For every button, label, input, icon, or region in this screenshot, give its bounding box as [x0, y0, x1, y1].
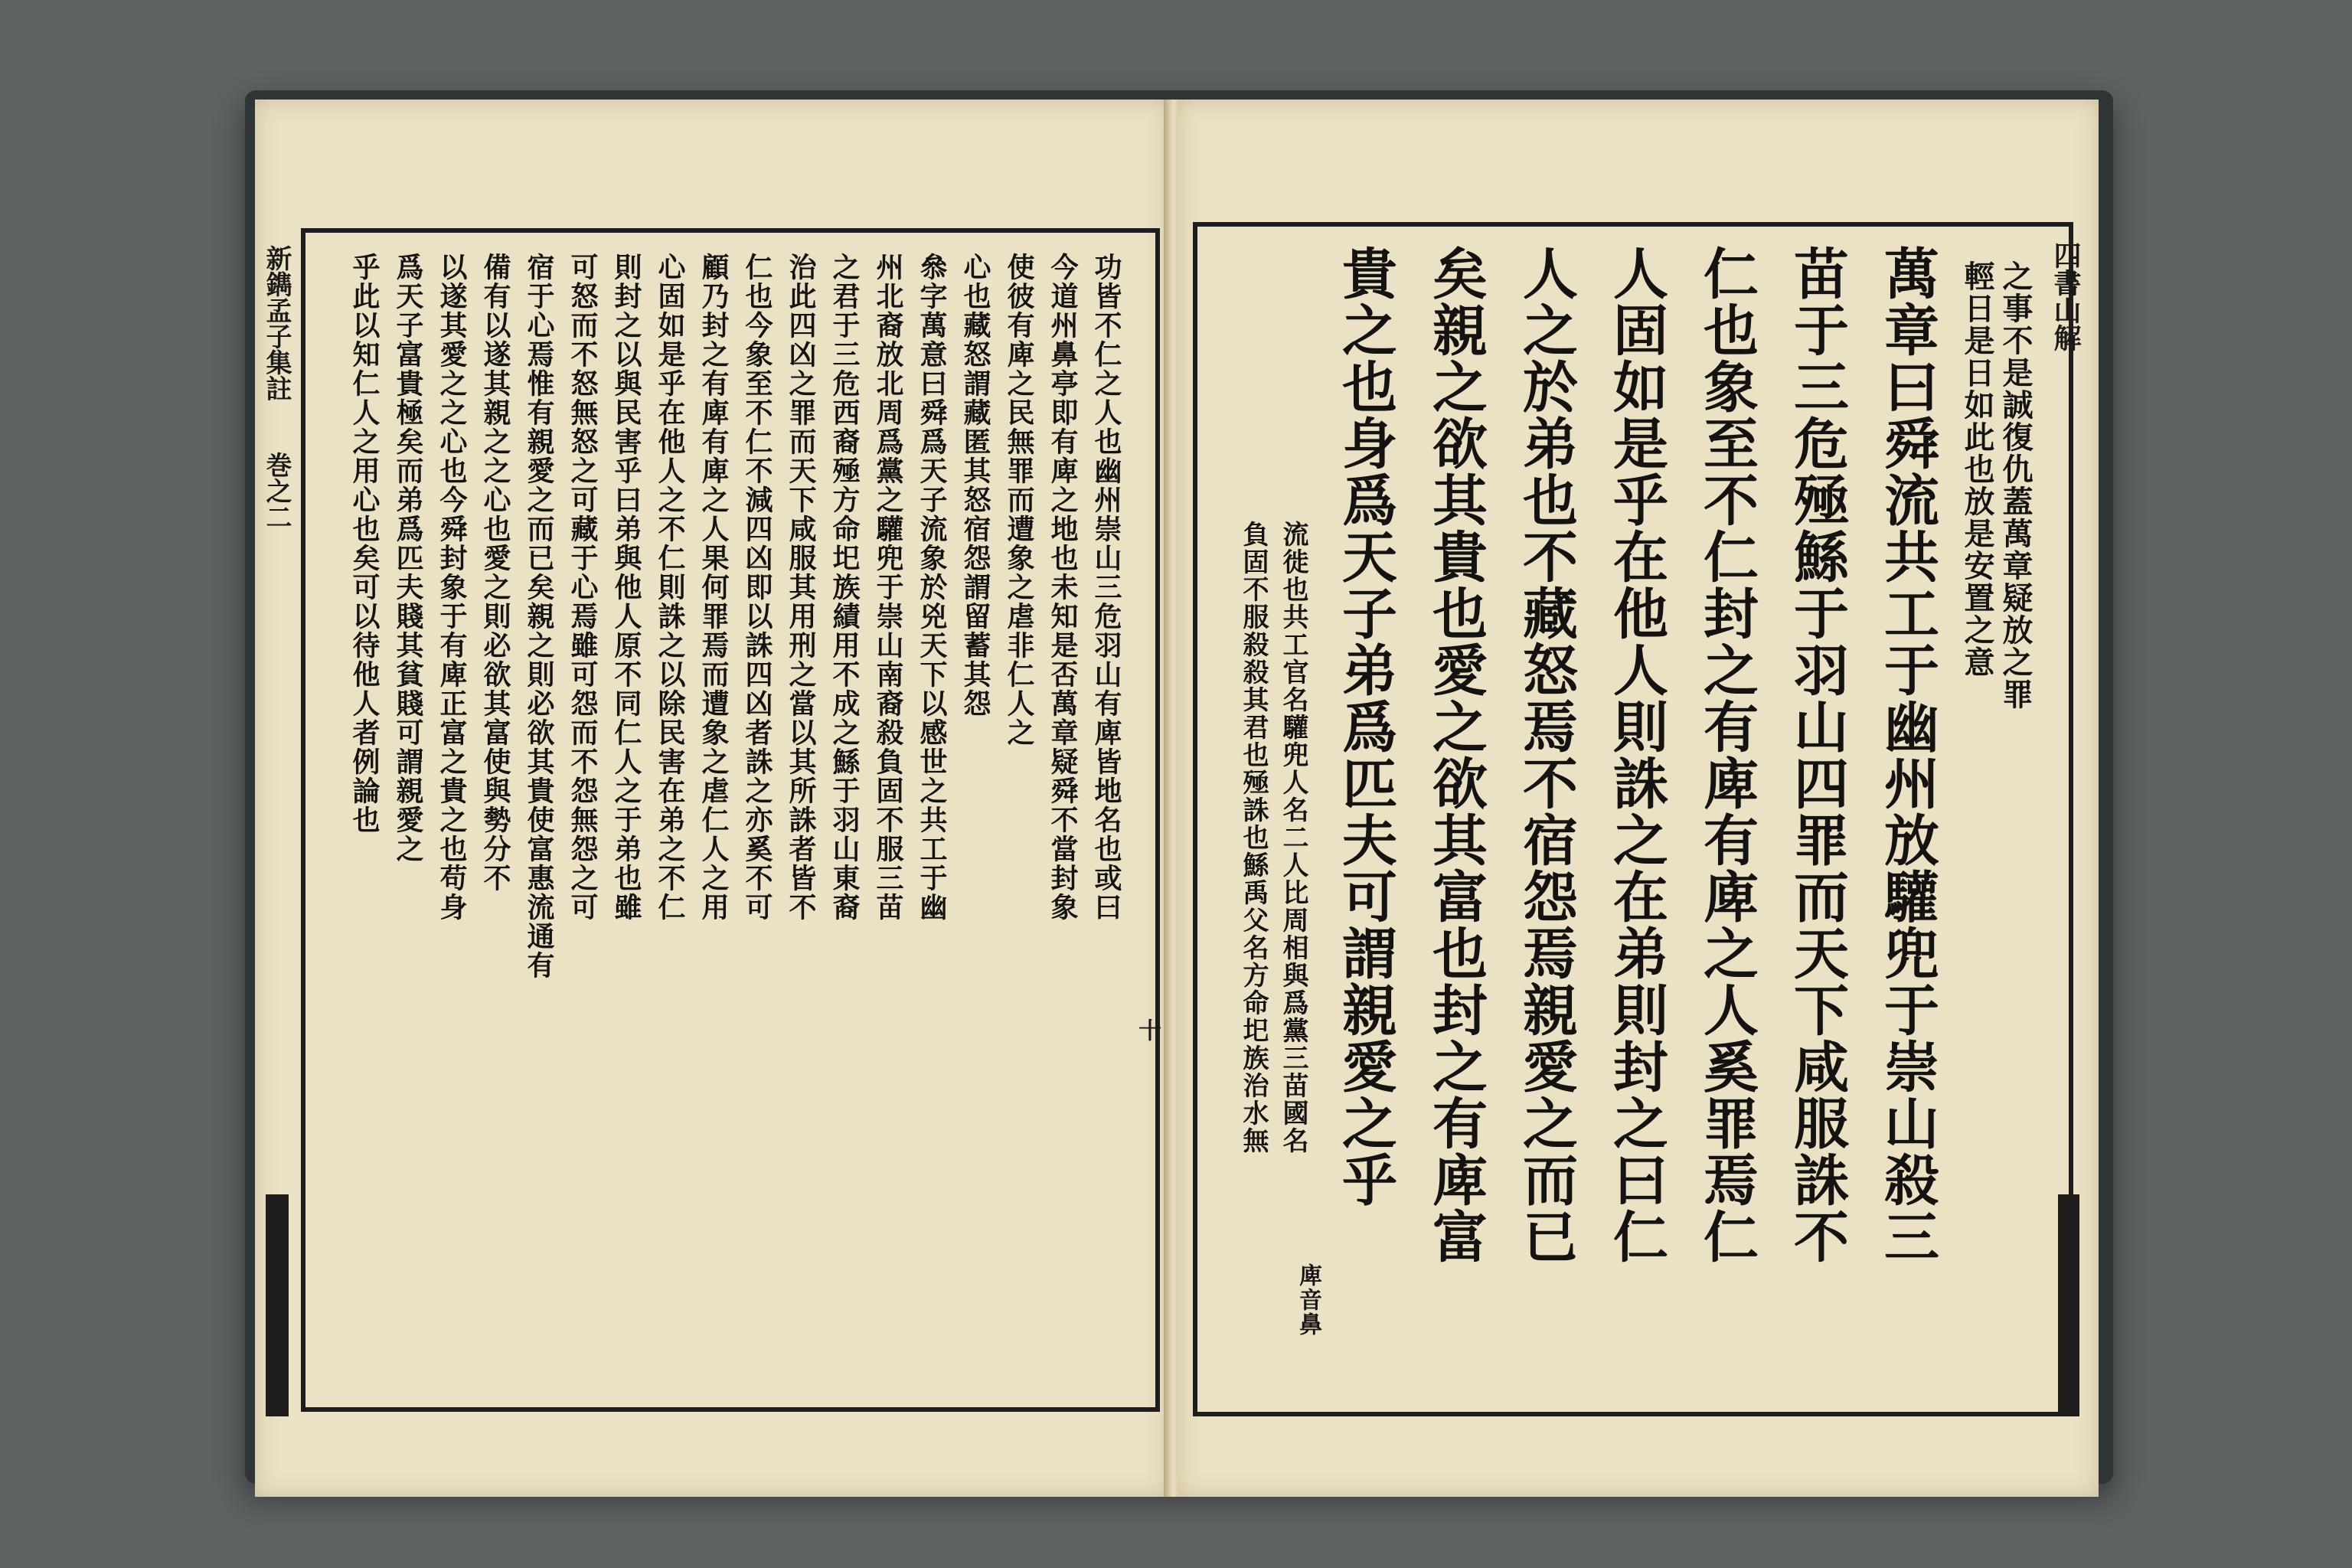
right-main-column: 苗于三危殛鯀于羽山四罪而天下咸服誅不	[1785, 245, 1850, 1265]
left-spine-title: 新鐫孟子集註	[261, 245, 292, 401]
right-note-column: 輕日是日如此也放是安置之意	[1959, 260, 1995, 678]
right-header: 四書山解	[2050, 241, 2082, 351]
left-text-column: 功皆不仁之人也幽州崇山三危羽山有庳皆地名也或曰	[1090, 253, 1122, 922]
right-main-column: 仁也象至不仁封之有庳有庳之人奚罪焉仁	[1694, 245, 1759, 1265]
right-note-column: 之事不是誠復仇蓋萬章疑放之罪	[1998, 260, 2034, 710]
left-text-column: 乎此以知仁人之用心也矣可以待他人者例論也	[348, 253, 381, 835]
left-text-column: 之君于三危西裔殛方命圯族績用不成之鯀于羽山東裔	[828, 253, 861, 922]
right-main-column: 人之於弟也不藏怒焉不宿怨焉親愛之而已	[1514, 245, 1579, 1265]
left-text-column: 可怒而不怒無怒之可藏于心焉雖可怨而不怨無怨之可	[567, 253, 599, 922]
right-main-column: 矣親之欲其貴也愛之欲其富也封之有庳富	[1423, 245, 1488, 1265]
right-main-column: 貴之也身爲天子弟爲匹夫可謂親愛之乎	[1333, 245, 1398, 1208]
left-text-column: 今道州鼻亭即有庳之地也未知是否萬章疑舜不當封象	[1047, 253, 1079, 922]
left-fish-tail-mark	[266, 1194, 289, 1416]
left-page	[255, 100, 1168, 1497]
left-text-column: 備有以遂其親之之心也愛之則必欲其富使與勢分不	[479, 253, 511, 893]
left-text-column: 則封之以與民害乎曰弟與他人原不同仁人之于弟也雖	[610, 253, 642, 922]
left-text-column: 叅字萬意曰舜爲天子流象於兇天下以感世之共工于幽	[916, 253, 948, 922]
right-commentary-column: 負固不服殺殺其君也殛誅也鯀禹父名方命圯族治水無	[1238, 521, 1269, 1155]
left-text-column: 宿于心焉惟有親愛之而已矣親之則必欲其貴使富惠流通有	[523, 253, 555, 980]
left-text-column: 爲天子富貴極矣而弟爲匹夫賤其貧賤可謂親愛之	[392, 253, 424, 864]
left-spine-volume: 巻之二	[261, 452, 292, 530]
left-text-column: 心也藏怒謂藏匿其怒宿怨謂留蓄其怨	[959, 253, 991, 718]
right-main-column: 人固如是乎在他人則誅之在弟則封之曰仁	[1604, 245, 1669, 1265]
folio-number: 十	[1134, 1018, 1161, 1041]
right-page	[1178, 100, 2099, 1497]
left-text-column: 州北裔放北周爲黨之驩兜于崇山南裔殺負固不服三苗	[872, 253, 904, 922]
left-text-block	[324, 253, 1135, 1386]
left-text-column: 以遂其愛之之心也今舜封象于有庳正富之貴之也苟身	[436, 253, 468, 922]
left-text-column: 治此四凶之罪而天下咸服其用刑之當以其所誅者皆不	[785, 253, 817, 922]
right-main-column: 萬章曰舜流共工于幽州放驩兜于崇山殺三	[1875, 245, 1940, 1265]
left-text-column: 顧乃封之有庳有庳之人果何罪焉而遭象之虐仁人之用	[697, 253, 730, 922]
right-text-block	[1223, 245, 2050, 1393]
left-text-column: 心固如是乎在他人之不仁則誅之以除民害在弟之不仁	[654, 253, 686, 922]
right-commentary-column: 流徙也共工官名驩兜人名二人比周相與爲黨三苗國名	[1278, 521, 1308, 1155]
right-fish-tail-mark	[2058, 1194, 2079, 1416]
right-pronunciation-note: 庳音鼻	[1295, 1263, 1321, 1337]
left-text-column: 使彼有庳之民無罪而遭象之虐非仁人之	[1003, 253, 1035, 747]
left-text-column: 仁也今象至不仁不減四凶即以誅四凶者誅之亦奚不可	[741, 253, 773, 922]
